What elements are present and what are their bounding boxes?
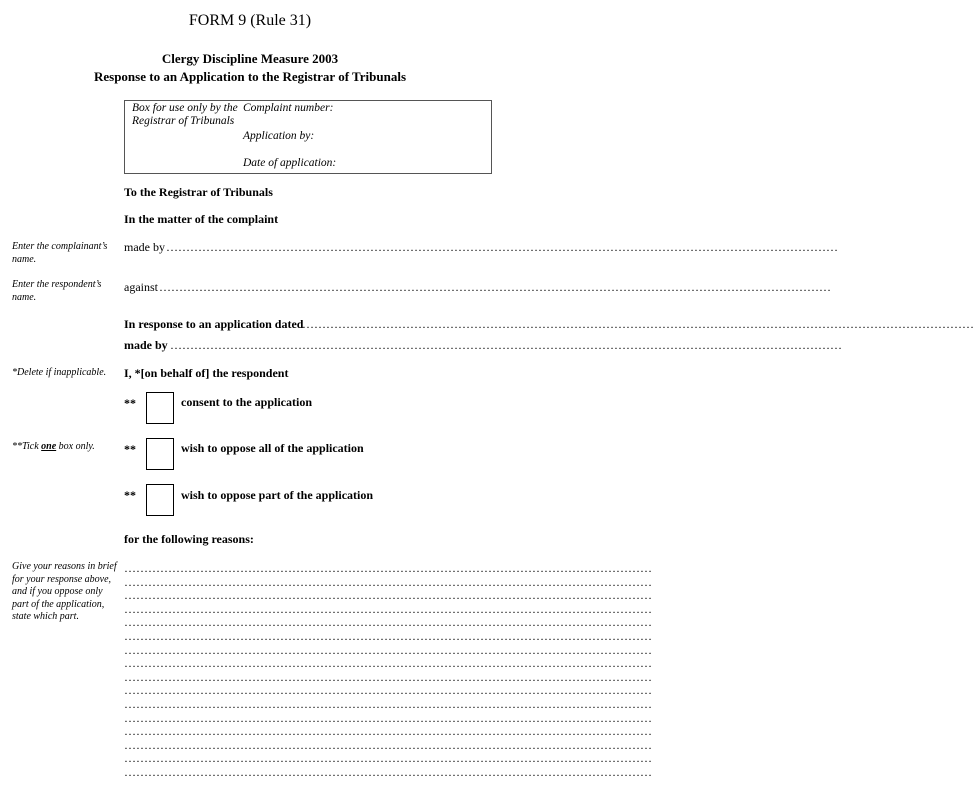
complaint-number-label: Complaint number: [243,102,334,114]
reasons-line[interactable]: …………………………………………………………………………………………………………………… [124,669,652,684]
response-dated-label: In response to an application dated [124,317,304,331]
consent-label: consent to the application [181,395,313,409]
form-number: FORM 9 (Rule 31) [188,12,312,29]
application-by-label: Application by: [243,130,315,142]
measure-title: Clergy Discipline Measure 2003 [161,51,339,66]
note-reasons: Give your reasons in brief for your response above, and if you oppose only part of the application, state which part. [12,561,117,622]
reasons-heading: for the following reasons: [124,532,254,546]
registrar-box [124,100,492,174]
reasons-line[interactable]: …………………………………………………………………………………………………………………… [124,601,652,616]
response-made-by-label: made by [124,338,168,352]
note-respondent: Enter the respondent’s name. [12,279,102,303]
reasons-line[interactable]: …………………………………………………………………………………………………………………… [124,561,652,575]
note-complainant: Enter the complainant’s name. [12,241,108,265]
reasons-line[interactable]: …………………………………………………………………………………………………………………… [124,629,652,643]
consent-checkbox[interactable] [146,392,174,424]
made-by-label: made by [124,240,165,254]
complainant-name-field[interactable] [166,240,486,255]
against-label: against [124,280,158,294]
declaration: I, *[on behalf of] the respondent [124,366,289,380]
application-date-field[interactable] [302,317,486,332]
oppose-part-label: wish to oppose part of the application [181,488,374,502]
oppose-part-checkbox[interactable] [146,484,174,516]
applicant-name-field[interactable] [170,338,486,353]
reasons-line[interactable]: …………………………………………………………………………………………………………………… [124,697,652,711]
reasons-line[interactable]: …………………………………………………………………………………………………………………… [124,656,652,671]
oppose-all-label: wish to oppose all of the application [181,441,364,455]
reasons-line[interactable]: …………………………………………………………………………………………………………………… [124,724,652,739]
reasons-line[interactable]: …………………………………………………………………………………………………………………… [124,642,652,657]
matter-heading: In the matter of the complaint [124,212,279,226]
date-of-application-label: Date of application: [243,157,337,169]
reasons-line[interactable]: …………………………………………………………………………………………………………………… [124,574,652,589]
oppose-all-checkbox[interactable] [146,438,174,470]
reasons-line[interactable]: …………………………………………………………………………………………………………………… [124,615,652,630]
option-marker: ** [124,488,136,502]
reasons-line[interactable]: …………………………………………………………………………………………………………………… [124,683,652,698]
reasons-line[interactable]: …………………………………………………………………………………………………………………… [124,751,652,766]
reasons-line[interactable]: …………………………………………………………………………………………………………………… [124,588,652,603]
reasons-line[interactable]: …………………………………………………………………………………………………………………… [124,737,652,752]
note-tick: **Tick one box only. [12,441,95,452]
registrar-box-label: Box for use only by the Registrar of Tribunals [132,102,238,127]
reasons-line[interactable]: …………………………………………………………………………………………………………………… [124,710,652,725]
note-delete: *Delete if inapplicable. [12,367,107,378]
form-title: Response to an Application to the Registrar of Tribunals [93,69,407,84]
option-marker: ** [124,396,136,410]
respondent-name-field[interactable] [159,280,486,295]
addressee: To the Registrar of Tribunals [124,185,273,199]
reasons-line[interactable]: …………………………………………………………………………………………………………………… [124,765,652,779]
option-marker: ** [124,442,136,456]
